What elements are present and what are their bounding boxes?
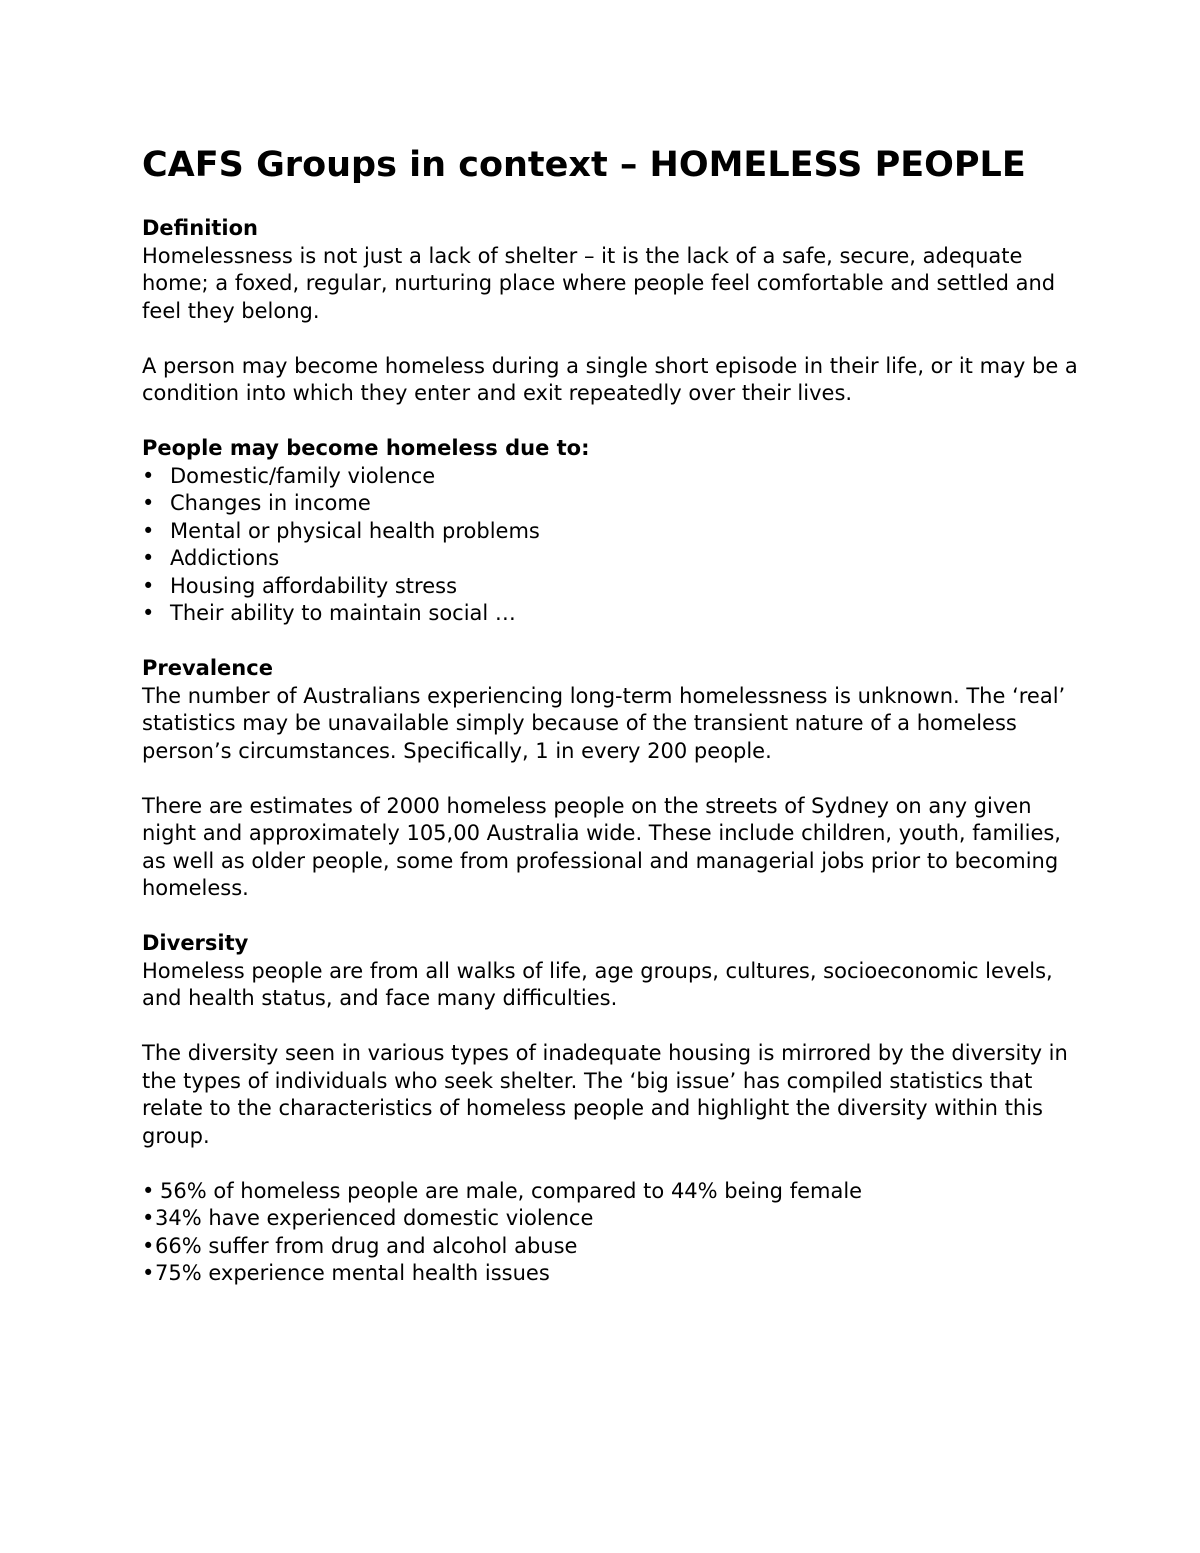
prevalence-paragraph-2: There are estimates of 2000 homeless people on the streets of Sydney on any given night and approximately 105,00 Australia wide. These include children, youth, families, as well as older people, some from professional and managerial jobs prior to becoming homeless. [142, 793, 1061, 900]
list-item: • Domestic/family violence [142, 463, 1082, 491]
bullet-icon: • [142, 491, 155, 515]
list-item: • Housing affordability stress [142, 573, 1082, 601]
bullet-icon: • [142, 1233, 155, 1258]
bullet-icon: • [142, 601, 155, 625]
list-item: • Addictions [142, 545, 1082, 573]
diversity-paragraph-2: The diversity seen in various types of inadequate housing is mirrored by the diversity in the types of individuals who seek shelter. The ‘big issue’ has compiled statistics that relate to the characteristics of homeless people and highlight the diversity within this group. [142, 1041, 1068, 1148]
causes-section [142, 435, 1082, 628]
list-item: • 34% have experienced domestic violence [142, 1205, 1082, 1233]
diversity-section [142, 930, 1082, 1288]
diversity-paragraph-1: Homeless people are from all walks of life, age groups, cultures, socioeconomic levels, and health status, and face many difficulties. [142, 958, 1053, 1010]
prevalence-section [142, 655, 1082, 903]
list-item: • Changes in income [142, 490, 1082, 518]
bullet-icon: • [142, 573, 155, 598]
diversity-stats-list [142, 1178, 1082, 1288]
prevalence-paragraph-1: The number of Australians experiencing long-term homelessness is unknown. The ‘real’ statistics may be unavailable simply because of the transient nature of a homeless person’s circumstances. Specifically, 1 in every 200 people. [142, 683, 1066, 763]
bullet-icon: • [142, 518, 155, 543]
list-item: • 66% suffer from drug and alcohol abuse [142, 1233, 1082, 1261]
definition-paragraph-2: A person may become homeless during a single short episode in their life, or it may be a condition into which they enter and exit repeatedly over their lives. [142, 353, 1078, 405]
bullet-icon: • [142, 1206, 155, 1230]
bullet-icon: • [142, 463, 155, 488]
definition-heading: Definition [142, 216, 259, 240]
document-title: CAFS Groups in context – HOMELESS PEOPLE [142, 145, 1026, 185]
bullet-icon: • [142, 1261, 155, 1285]
list-item: • 56% of homeless people are male, compared to 44% being female [142, 1178, 1082, 1206]
document-page [142, 140, 1082, 1288]
diversity-heading: Diversity [142, 931, 249, 955]
bullet-icon: • [142, 546, 155, 570]
list-item: • 75% experience mental health issues [142, 1260, 1082, 1288]
bullet-icon: • [142, 1178, 155, 1203]
definition-paragraph-1: Homelessness is not just a lack of shelter – it is the lack of a safe, secure, adequate home; a foxed, regular, nurturing place where people feel comfortable and settled and feel they belong. [142, 243, 1056, 323]
prevalence-heading: Prevalence [142, 656, 273, 680]
causes-heading: People may become homeless due to: [142, 436, 590, 460]
definition-section [142, 215, 1082, 408]
list-item: • Their ability to maintain social … [142, 600, 1082, 628]
causes-list [142, 463, 1082, 628]
list-item: • Mental or physical health problems [142, 518, 1082, 546]
